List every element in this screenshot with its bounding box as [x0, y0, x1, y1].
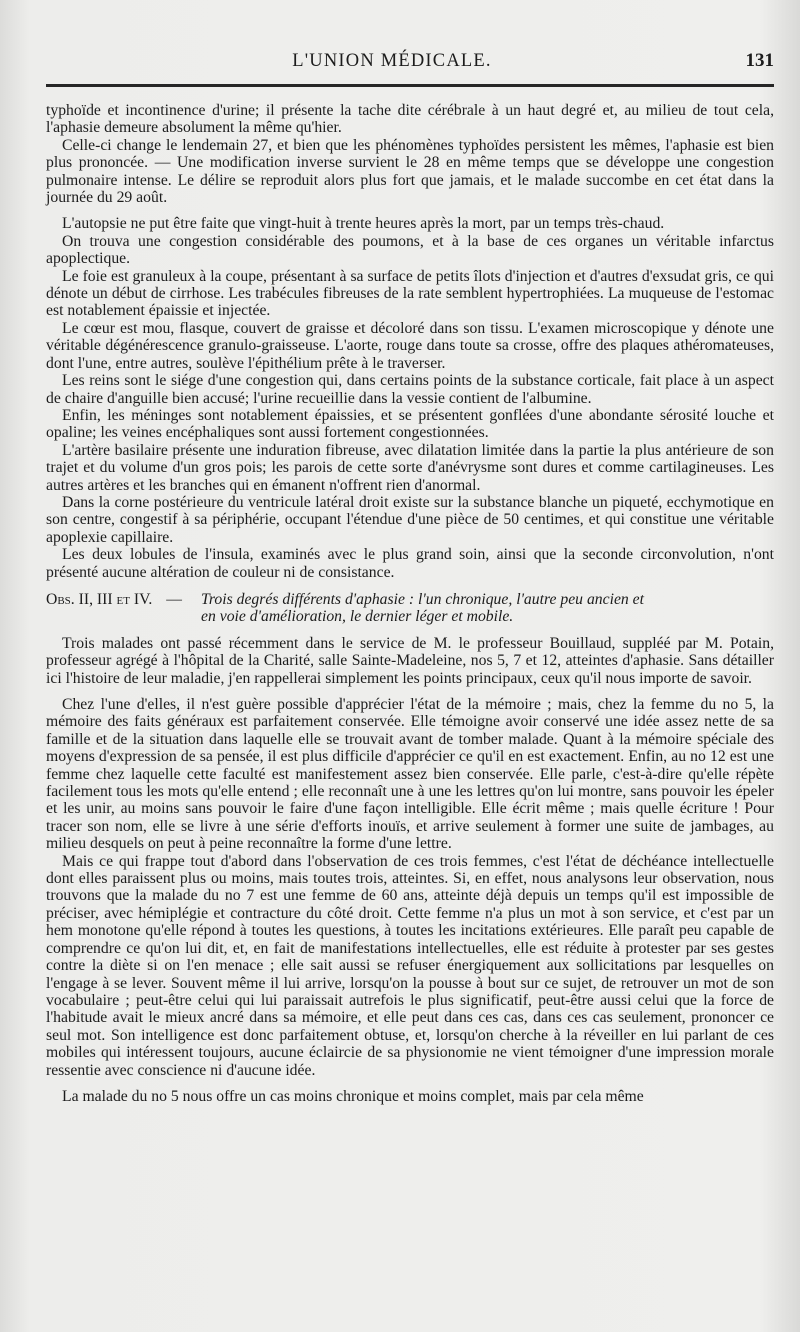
observation-label: Obs. II, III et IV. — [46, 590, 153, 608]
paragraph: L'artère basilaire présente une induration fibreuse, avec dilatation limitée dans la partie la plus antérieure de son trajet et du volume d'un gros pois; les parois de cette sorte d'anévrysme sont dures et comme cartilagineuses. Les autres artères et les branches qui en émanent n'offrent rien d'anormal. — [46, 441, 774, 494]
paragraph: typhoïde et incontinence d'urine; il présente la tache dite cérébrale à un haut degré et, au milieu de tout cela, l'aphasie demeure absolument la même qu'hier. — [46, 102, 774, 137]
paragraph: On trouva une congestion considérable des poumons, et à la base de ces organes un véritable infarctus apoplectique. — [46, 232, 774, 268]
paragraph: Celle-ci change le lendemain 27, et bien que les phénomènes typhoïdes persistent les mêmes, l'aphasie est bien plus prononcée. — Une modification inverse survient le 28 en même temps que se développe une congestion pulmonaire intense. Le délire se reproduit alors plus fort que jamais, et le malade succombe en cet état dans la journée du 29 août. — [46, 136, 774, 207]
header-rule — [46, 84, 774, 87]
paragraph: Chez l'une d'elles, il n'est guère possible d'apprécier l'état de la mémoire ; mais, chez la femme du no 5, la mémoire des faits généraux est parfaitement conservée. Elle témoigne avoir conservé une idée assez nette de sa famille et de la situation dans laquelle elle se trouvait avant de tomber malade. Quant à la mémoire spéciale des moyens d'expression de sa pensée, il est plus difficile d'apprécier ce qu'il en est exactement. Enfin, au no 12 est une femme chez laquelle cette faculté est manifestement assez bien conservée. Elle parle, c'est-à-dire qu'elle répète facilement tous les mots qu'elle entend ; elle reconnaît une à une les lettres qu'on lui montre, sans pouvoir les épeler et les unir, au moins sans pouvoir le faire d'une façon intelligible. Elle écrit même ; mais quelle écriture ! Pour tracer son nom, elle se livre à une série d'efforts inouïs, et arrive seulement à former une suite de jambages, au milieu desquels on peut à peine reconnaître la forme d'une lettre. — [46, 696, 774, 853]
paragraph: La malade du no 5 nous offre un cas moins chronique et moins complet, mais par cela même — [62, 1087, 644, 1105]
paragraph: Les deux lobules de l'insula, examinés avec le plus grand soin, ainsi que la seconde circonvolution, n'ont présenté aucune altération de couleur ni de consistance. — [46, 546, 774, 581]
journal-title: L'UNION MÉDICALE. — [292, 51, 492, 71]
observation-title-line1: Trois degrés différents d'aphasie : l'un chronique, l'autre peu ancien et — [201, 590, 645, 608]
paragraph: Le cœur est mou, flasque, couvert de graisse et décoloré dans son tissu. L'examen microscopique y dénote une véritable dégénérescence granulo-graisseuse. L'aorte, rouge dans toute sa crosse, offre des plaques athéromateuses, dont l'une, entre autres, soulève l'épithélium prête à le traverser. — [46, 319, 774, 372]
page-number: 131 — [745, 50, 774, 71]
running-header — [46, 0, 774, 86]
paragraph: Trois malades ont passé récemment dans le service de M. le professeur Bouillaud, suppléé par M. Potain, professeur agrégé à l'hôpital de la Charité, salle Sainte-Madeleine, nos 5, 7 et 12, atteintes d'aphasie. Sans détailler ici l'histoire de leur maladie, j'en rappellerai simplement les points principaux, ceux qu'il nous importe de savoir. — [46, 634, 774, 687]
observation-title-line2: en voie d'amélioration, le dernier léger et mobile. — [201, 608, 514, 626]
paragraph: Le foie est granuleux à la coupe, présentant à sa surface de petits îlots d'injection et d'autres d'exsudat gris, ce qui dénote un début de cirrhose. Les trabécules fibreuses de la rate semblent hypertrophiées. La muqueuse de l'estomac est notablement épaissie et injectée. — [46, 267, 774, 320]
paragraph: Mais ce qui frappe tout d'abord dans l'observation de ces trois femmes, c'est l'état de déchéance intellectuelle dont elles paraissent plus ou moins, mais toutes trois, atteintes. Si, en effet, nous analysons leur observation, nous trouvons que la malade du no 7 est une femme de 60 ans, atteinte déjà depuis un temps qu'il est impossible de préciser, avec hémiplégie et contracture du côté droit. Cette femme n'a plus un mot à son service, et c'est par un hem monotone qu'elle répond à toutes les questions, à toutes les incitations extérieures. Elle paraît peu capable de comprendre ce qu'on lui dit, et, en fait de manifestations intellectuelles, elle est réduite à protester par ses gestes contre la diète si on l'en menace ; elle sait aussi se refuser énergiquement aux sollicitations par lesquelles on l'engage à se lever. Souvent même il lui arrive, lorsqu'on la pousse à bout sur ce sujet, de retrouver un mot de son vocabulaire ; peut-être celui qui lui paraissait autrefois le plus significatif, peut-être aussi celui que la force de l'habitude avait le mieux ancré dans sa mémoire, et elle peut dans ces cas, dans ces cas seulement, prononcer ce seul mot. Son intelligence est donc parfaitement obtuse, et, lorsqu'on cherche à la réveiller en lui parlant de ces mobiles qui intéressent toujours, aucune éclaircie de sa physionomie ne vient témoigner d'une impression morale ressentie avec conscience ni d'aucune idée. — [46, 852, 774, 1079]
paragraph: Les reins sont le siége d'une congestion qui, dans certains points de la substance corticale, fait place à un aspect de chaire d'anguille bien accusé; l'urine recueillie dans la vessie contient de l'albumine. — [46, 372, 774, 407]
observation-dash: — — [166, 590, 182, 608]
observation-heading — [46, 591, 774, 626]
paragraph: Dans la corne postérieure du ventricule latéral droit existe sur la substance blanche un piqueté, ecchymotique en son centre, congestif à sa périphérie, occupant l'étendue d'une pièce de 50 centimes, et qui constitue une véritable apoplexie capillaire. — [46, 493, 774, 546]
paragraph: Enfin, les méninges sont notablement épaissies, et se présentent gonflées d'une abondante sérosité louche et opaline; les veines encéphaliques sont aussi fortement congestionnées. — [46, 406, 774, 442]
article-body — [46, 102, 774, 1105]
paragraph: L'autopsie ne put être faite que vingt-huit à trente heures après la mort, par un temps très-chaud. — [62, 215, 665, 233]
